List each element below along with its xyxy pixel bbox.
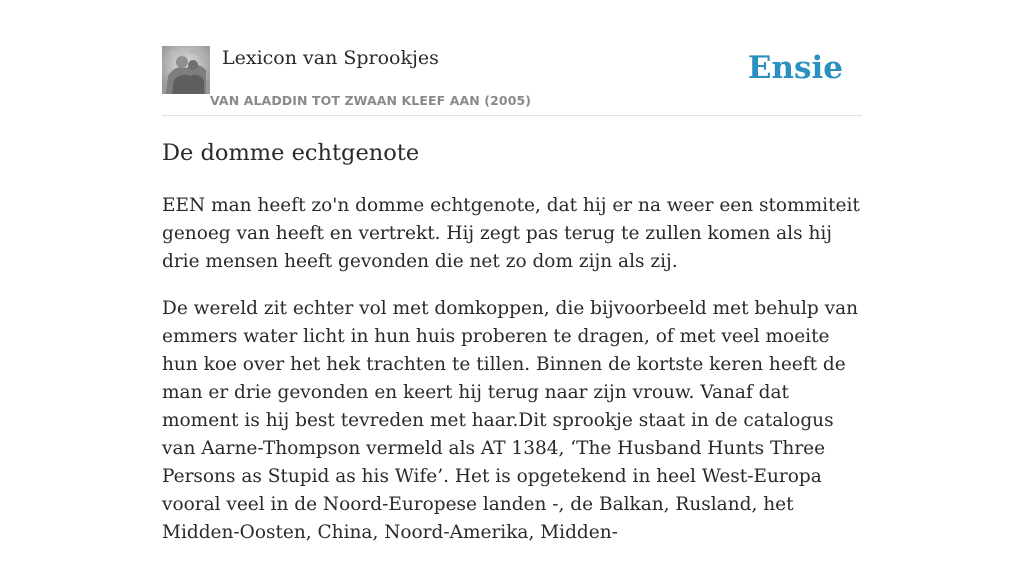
article-title: De domme echtgenote [162,140,420,166]
book-title-link[interactable]: Lexicon van Sprookjes [222,47,439,69]
source-header [162,46,862,116]
book-subtitle: VAN ALADDIN TOT ZWAAN KLEEF AAN (2005) [210,93,532,108]
ensie-logo-link[interactable]: Ensie [747,50,843,86]
article-paragraph: EEN man heeft zo'n domme echtgenote, dat hij er na weer een stommiteit genoeg van heeft en vertrekt. Hij zegt pas terug te zullen komen als hij drie mensen heeft gevonden die net zo dom zijn als zij. [162,195,860,272]
book-cover-avatar[interactable] [162,46,210,94]
book-cover-icon [162,46,210,94]
page [162,0,862,543]
article-body [162,192,862,566]
article-paragraph: De wereld zit echter vol met domkoppen, die bijvoorbeeld met behulp van emmers water licht in hun huis proberen te dragen, of met veel moeite hun koe over het hek trachten te tillen. Binnen de kortste keren heeft de man er drie gevonden en keert hij terug naar zijn vrouw. Vanaf dat moment is hij best tevreden met haar.Dit sprookje staat in de catalogus van Aarne-Thompson vermeld als AT 1384, ‘The Husband Hunts Three Persons as Stupid as his Wife’. Het is opgetekend in heel West-Europa vooral veel in de Noord-Europese landen -, de Balkan, Rusland, het Midden-Oosten, China, Noord-Amerika, Midden- [162,298,859,543]
header-divider [162,115,862,116]
